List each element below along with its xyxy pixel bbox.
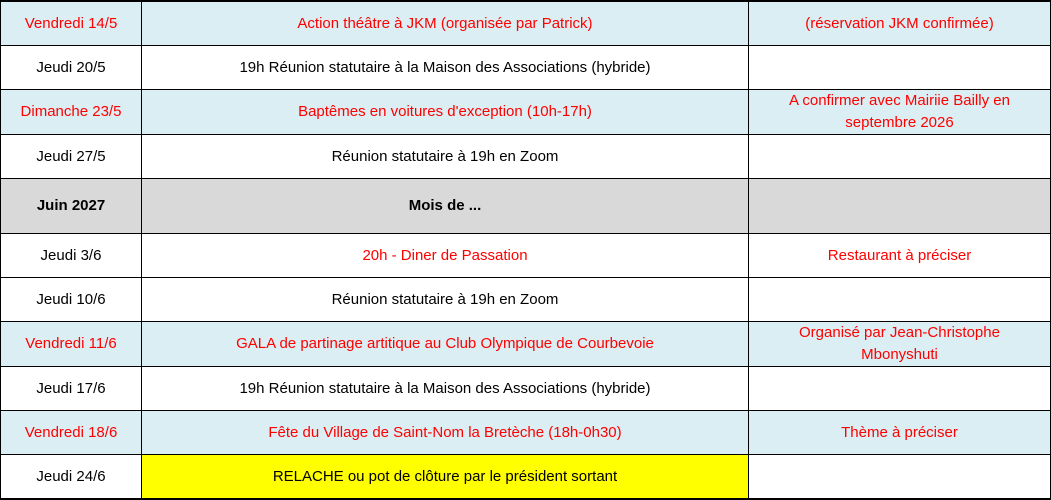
event-cell: 19h Réunion statutaire à la Maison des Associations (hybride) <box>142 46 749 90</box>
table-row <box>1 411 1051 455</box>
table-row <box>1 90 1051 135</box>
table-row <box>1 1 1051 46</box>
table-row <box>1 135 1051 179</box>
note-line: A confirmer avec Mairiie Bailly en <box>789 92 1010 109</box>
date-cell: Jeudi 3/6 <box>1 234 142 278</box>
note-cell: Restaurant à préciser <box>749 234 1051 278</box>
month-title: Mois de ... <box>142 179 749 234</box>
note-cell <box>749 455 1051 500</box>
note-line: Organisé par Jean-Christophe <box>799 324 1000 341</box>
date-cell: Vendredi 18/6 <box>1 411 142 455</box>
note-cell <box>749 135 1051 179</box>
date-cell: Vendredi 14/5 <box>1 1 142 46</box>
date-cell: Jeudi 27/5 <box>1 135 142 179</box>
note-cell <box>749 322 1051 367</box>
table-row <box>1 367 1051 411</box>
event-cell: 20h - Diner de Passation <box>142 234 749 278</box>
month-header-row <box>1 179 1051 234</box>
note-line: septembre 2026 <box>845 114 954 131</box>
note-cell <box>749 46 1051 90</box>
table-row <box>1 278 1051 322</box>
note-cell <box>749 367 1051 411</box>
note-cell <box>749 278 1051 322</box>
date-cell: Jeudi 10/6 <box>1 278 142 322</box>
date-cell: Jeudi 24/6 <box>1 455 142 500</box>
event-cell: 19h Réunion statutaire à la Maison des Associations (hybride) <box>142 367 749 411</box>
date-cell: Jeudi 20/5 <box>1 46 142 90</box>
event-cell-highlighted: RELACHE ou pot de clôture par le président sortant <box>142 455 749 500</box>
table-row <box>1 455 1051 500</box>
date-cell: Vendredi 11/6 <box>1 322 142 367</box>
event-cell: Baptêmes en voitures d'exception (10h-17h) <box>142 90 749 135</box>
table-row <box>1 322 1051 367</box>
note-cell <box>749 90 1051 135</box>
event-cell: GALA de partinage artitique au Club Olympique de Courbevoie <box>142 322 749 367</box>
event-cell: Action théâtre à JKM (organisée par Patrick) <box>142 1 749 46</box>
event-cell: Fête du Village de Saint-Nom la Bretèche (18h-0h30) <box>142 411 749 455</box>
event-cell: Réunion statutaire à 19h en Zoom <box>142 278 749 322</box>
note-cell: Thème à préciser <box>749 411 1051 455</box>
note-line: Mbonyshuti <box>861 346 938 363</box>
table-row <box>1 46 1051 90</box>
month-label: Juin 2027 <box>1 179 142 234</box>
note-cell <box>749 179 1051 234</box>
table-row <box>1 234 1051 278</box>
date-cell: Jeudi 17/6 <box>1 367 142 411</box>
date-cell: Dimanche 23/5 <box>1 90 142 135</box>
event-cell: Réunion statutaire à 19h en Zoom <box>142 135 749 179</box>
note-cell: (réservation JKM confirmée) <box>749 1 1051 46</box>
